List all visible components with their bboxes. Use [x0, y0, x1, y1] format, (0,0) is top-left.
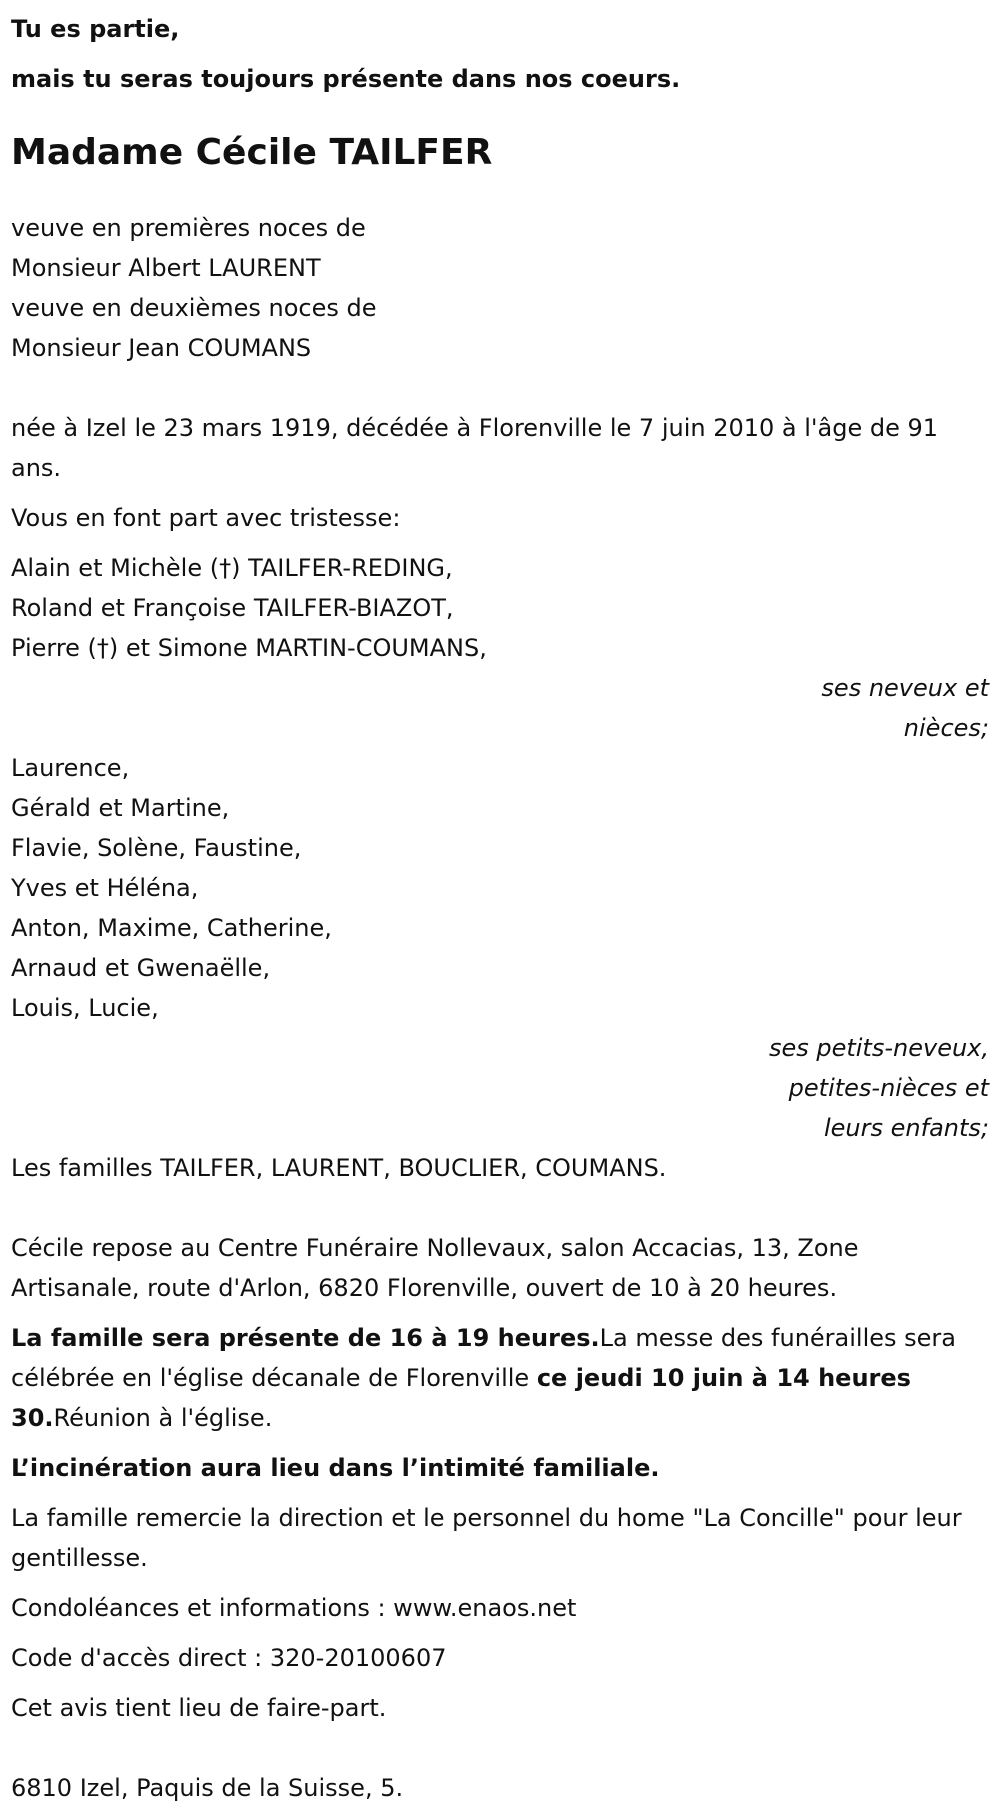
family-member-line: Roland et Françoise TAILFER-BIAZOT, [11, 594, 454, 622]
family-member-line: Arnaud et Gwenaëlle, [11, 954, 271, 982]
family-member-line: Yves et Héléna, [11, 874, 199, 902]
family-group-nephews [11, 548, 989, 748]
birth-death-info: née à Izel le 23 mars 1919, décédée à Florenville le 7 juin 2010 à l'âge de 91 ans. [11, 414, 939, 482]
marriage-line: Monsieur Albert LAURENT [11, 254, 321, 282]
deceased-name: Madame Cécile TAILFER [11, 132, 493, 173]
access-code: Code d'accès direct : 320-20100607 [11, 1644, 447, 1672]
marriage-line: veuve en premières noces de [11, 214, 366, 242]
epigraph-line-1: Tu es partie, [11, 15, 180, 43]
repose-info: Cécile repose au Centre Funéraire Nollevaux, salon Accacias, 13, Zone Artisanale, route d'Arlon, 6820 Florenville, ouvert de 10 à 20 heures. [11, 1234, 859, 1302]
family-member-line: Anton, Maxime, Catherine, [11, 914, 332, 942]
relation-line: nièces; [903, 714, 989, 742]
marriage-line: Monsieur Jean COUMANS [11, 334, 312, 362]
family-member-line: Laurence, [11, 754, 130, 782]
marriage-line: veuve en deuxièmes noces de [11, 294, 377, 322]
relation-line: petites-nièces et [788, 1074, 989, 1102]
reunion-info: Réunion à l'église. [53, 1404, 273, 1432]
marriage-details [11, 208, 989, 368]
mass-date: ce jeudi 10 juin à 14 heures 30. [11, 1364, 911, 1432]
family-member-line: Gérald et Martine, [11, 794, 230, 822]
relation-line: ses neveux et [821, 674, 989, 702]
relation-label [11, 668, 989, 748]
condolences-info: Condoléances et informations : www.enaos.net [11, 1594, 577, 1622]
family-member-line: Alain et Michèle (†) TAILFER-REDING, [11, 554, 453, 582]
families-line: Les familles TAILFER, LAURENT, BOUCLIER, COUMANS. [11, 1154, 667, 1182]
notice-text: Cet avis tient lieu de faire-part. [11, 1694, 387, 1722]
family-member-line: Flavie, Solène, Faustine, [11, 834, 302, 862]
relation-line: leurs enfants; [824, 1114, 989, 1142]
family-presence: La famille sera présente de 16 à 19 heures. [11, 1324, 600, 1352]
epigraph-line-2: mais tu seras toujours présente dans nos coeurs. [11, 65, 681, 93]
ceremony-info [11, 1318, 971, 1438]
relation-line: ses petits-neveux, [768, 1034, 989, 1062]
obituary-content [11, 4, 989, 1808]
family-member-line: Pierre (†) et Simone MARTIN-COUMANS, [11, 634, 487, 662]
family-member-line: Louis, Lucie, [11, 994, 159, 1022]
family-group-grandnephews [11, 748, 989, 1148]
announcement-intro: Vous en font part avec tristesse: [11, 504, 401, 532]
address: 6810 Izel, Paquis de la Suisse, 5. [11, 1774, 404, 1802]
mass-text: La messe des funérailles sera célébrée en l'église décanale de Florenville [11, 1324, 956, 1392]
incineration-info: L’incinération aura lieu dans l’intimité familiale. [11, 1454, 660, 1482]
thanks-message: La famille remercie la direction et le personnel du home "La Concille" pour leur gentillesse. [11, 1504, 962, 1572]
relation-label [11, 1028, 989, 1148]
